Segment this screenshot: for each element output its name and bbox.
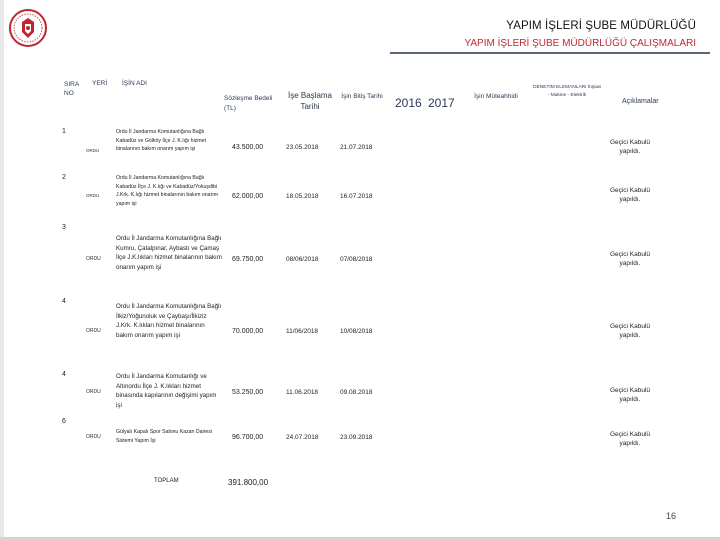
row-1-aciklama: Geçici Kabulü yapıldı. [609, 139, 651, 155]
row-6-adi: Gülyalı Kapalı Spor Salonu Kazan Dairesi Sistemi Yapım İşi [116, 429, 213, 444]
row-4-bedel: 70.000,00 [232, 328, 264, 335]
row-2-adi: Ordu İl Jandarma Komutanlığına Bağlı Kabadüz İlçe J. K.lığı ve Kabadüz/Yokuşdibi J.Krk. K.lığı hizmet binalarının bakım onarım yapım işi [116, 175, 219, 207]
row-6-aciklama: Geçici Kabulü yapıldı. [609, 431, 651, 447]
row-3-yeri: ORDU [86, 256, 101, 262]
row-5-adi: Ordu İl Jandarma Komutanlığı ve Altınordu İlçe J. K.lıkları hizmet binasında kapılarının değişimi yapım işi [116, 373, 217, 409]
row-5-bedel: 53.250,00 [232, 389, 264, 396]
row-2-yeri: ORDU [86, 193, 100, 198]
row-6-bitis: 23.09.2018 [340, 434, 373, 441]
total-label: TOPLAM [154, 478, 179, 484]
page-subtitle: YAPIM İŞLERİ ŞUBE MÜDÜRLÜĞÜ ÇALIŞMALARI [464, 38, 696, 49]
col-bitis: İşin Bitiş Tarihi [341, 93, 383, 100]
col-2016: 2016 [395, 96, 422, 110]
col-2017: 2017 [428, 96, 455, 110]
total-value: 391.800,00 [228, 478, 269, 487]
page-number: 16 [665, 511, 676, 521]
row-3-bitis: 07/08/2018 [340, 256, 373, 263]
row-6-yeri: ORDU [86, 434, 101, 440]
row-6-sira: 6 [62, 418, 66, 425]
col-sira: SIRA NO [64, 81, 79, 97]
col-denetim: DENETİM ELEMANLARI İnşaat - Makine - Elektrik [533, 85, 601, 98]
row-5-baslama: 11.06.2018 [286, 389, 319, 396]
row-4-baslama: 11/06/2018 [286, 328, 319, 335]
row-5-bitis: 09.08.2018 [340, 389, 373, 396]
left-edge-bar [0, 0, 4, 540]
row-4-sira: 4 [62, 298, 66, 305]
row-2-bedel: 62.000,00 [232, 193, 264, 200]
col-isin-adi: İŞİN ADI [122, 80, 147, 87]
row-3-aciklama: Geçici Kabulü yapıldı. [609, 251, 651, 267]
row-1-baslama: 23.05.2018 [286, 144, 319, 151]
row-5-aciklama: Geçici Kabulü yapıldı. [609, 387, 651, 403]
row-2-bitis: 16.07.2018 [340, 193, 373, 200]
ministry-emblem-icon [8, 8, 48, 48]
row-5-yeri: ORDU [86, 389, 101, 395]
row-3-bedel: 69.750,00 [232, 256, 264, 263]
row-4-aciklama: Geçici Kabulü yapıldı. [609, 323, 651, 339]
row-3-sira: 3 [62, 224, 66, 231]
col-baslama: İşe Başlama Tarihi [287, 91, 333, 111]
row-6-baslama: 24.07.2018 [286, 434, 319, 441]
row-6-bedel: 96.700,00 [232, 434, 264, 441]
row-1-sira: 1 [62, 128, 66, 135]
header-divider [390, 52, 710, 54]
col-bedel: Sözleşme Bedeli (TL) [224, 95, 273, 112]
row-4-adi: Ordu İl Jandarma Komutanlığına Bağlı İlkiz/Yoğunoluk ve Çaybaşı/İlkiziz J.Krk. K.lıkları hizmet binalarının bakım onarım yapım işi [116, 303, 222, 339]
row-1-yeri: ORDU [86, 148, 100, 153]
page-title: YAPIM İŞLERİ ŞUBE MÜDÜRLÜĞÜ [506, 20, 696, 32]
row-2-sira: 2 [62, 174, 66, 181]
row-4-yeri: ORDU [86, 328, 101, 334]
row-1-bedel: 43.500,00 [232, 144, 264, 151]
row-5-sira: 4 [62, 371, 66, 378]
col-muteahhit: İşin Müteahhidi [474, 93, 518, 100]
col-yeri: YERİ [92, 80, 108, 87]
col-aciklamalar: Açıklamalar [622, 98, 659, 105]
row-1-bitis: 21.07.2018 [340, 144, 373, 151]
row-2-aciklama: Geçici Kabulü yapıldı. [609, 187, 651, 203]
row-1-adi: Ordu İl Jandarma Komutanlığına Bağlı Kabadüz ve Gölköy İlçe J. K.lığı hizmet binalarının bakım onarım yapım işi [116, 129, 206, 152]
row-4-bitis: 10/08/2018 [340, 328, 373, 335]
row-3-baslama: 08/06/2018 [286, 256, 319, 263]
row-2-baslama: 18.05.2018 [286, 193, 319, 200]
row-3-adi: Ordu İl Jandarma Komutanlığına Bağlı Kumru, Çatalpınar, Aybastı ve Çamaş İlçe J.K.lıkları hizmet binalarının bakım onarım yapım işi [116, 235, 222, 271]
